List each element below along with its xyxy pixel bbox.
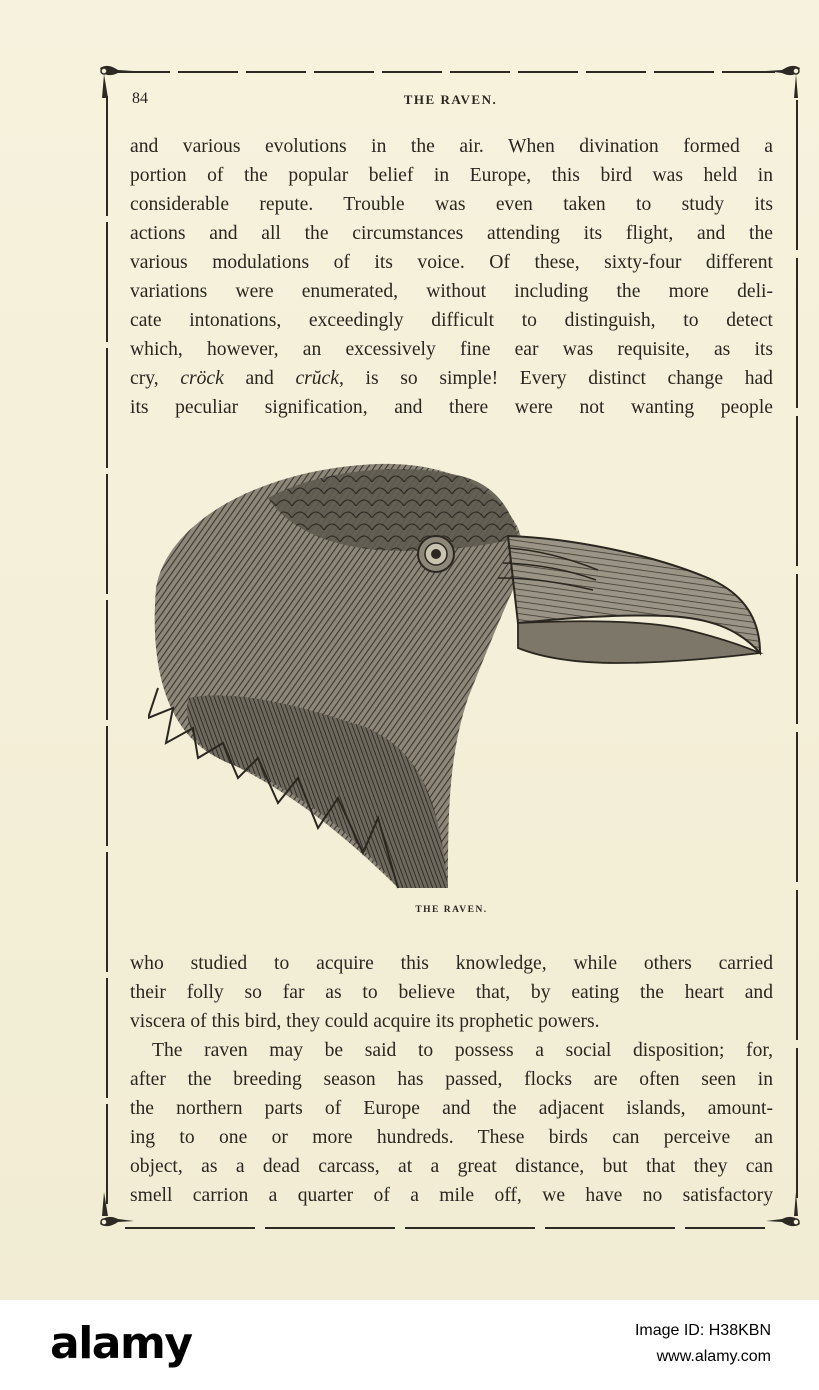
- running-title: THE RAVEN.: [403, 92, 498, 107]
- cry-text-mid: and: [223, 368, 296, 389]
- brand-logo: alamy: [50, 1318, 192, 1369]
- text-line: who studied to acquire this knowledge, while others carried: [130, 953, 773, 974]
- cry-text-pre: cry,: [130, 368, 181, 389]
- text-line: considerable repute. Trouble was even taken to study its: [130, 194, 773, 215]
- body-text-bottom: [130, 949, 773, 1210]
- border-rule-bottom: [125, 1227, 765, 1229]
- text-line: actions and all the circumstances attending its flight, and the: [130, 223, 773, 244]
- border-rule-left: [106, 96, 108, 1204]
- text-line: which, however, an excessively fine ear was requisite, as its: [130, 339, 773, 360]
- stock-footer-bar: [0, 1300, 819, 1390]
- text-line: various modulations of its voice. Of these, sixty-four different: [130, 252, 773, 273]
- italic-word-crock: cröck: [180, 368, 224, 389]
- text-line: the northern parts of Europe and the adjacent islands, amount-: [130, 1098, 773, 1119]
- text-line: after the breeding season has passed, flocks are often seen in: [130, 1069, 773, 1090]
- text-line: its peculiar signification, and there were not wanting people: [130, 397, 773, 418]
- border-rule-right: [796, 100, 798, 1200]
- running-head: [128, 90, 773, 112]
- figure-caption: THE RAVEN.: [415, 905, 488, 915]
- text-line: [130, 364, 773, 393]
- italic-word-cruck: crŭck,: [295, 368, 344, 389]
- border-rule-top: [110, 71, 775, 73]
- text-line: and various evolutions in the air. When divination formed a: [130, 136, 773, 157]
- text-line: ing to one or more hundreds. These birds can perceive an: [130, 1127, 773, 1148]
- image-id-label: Image ID: H38KBN: [634, 1322, 771, 1339]
- text-line: smell carrion a quarter of a mile off, we have no satisfactory: [130, 1185, 773, 1206]
- site-url: www.alamy.com: [656, 1348, 771, 1365]
- text-line: variations were enumerated, without including the more deli-: [130, 281, 773, 302]
- text-line: portion of the popular belief in Europe, this bird was held in: [130, 165, 773, 186]
- page-number: 84: [132, 90, 148, 107]
- text-line: their folly so far as to believe that, by eating the heart and: [130, 982, 773, 1003]
- text-line: object, as a dead carcass, at a great distance, but that they can: [130, 1156, 773, 1177]
- text-line: viscera of this bird, they could acquire its prophetic powers.: [130, 1011, 600, 1032]
- cry-text-post: is so simple! Every distinct change had: [343, 368, 773, 389]
- body-text-top: [130, 132, 773, 422]
- text-line: The raven may be said to possess a social disposition; for,: [152, 1040, 773, 1061]
- text-line: cate intonations, exceedingly difficult to distinguish, to detect: [130, 310, 773, 331]
- raven-head-illustration: [148, 458, 768, 898]
